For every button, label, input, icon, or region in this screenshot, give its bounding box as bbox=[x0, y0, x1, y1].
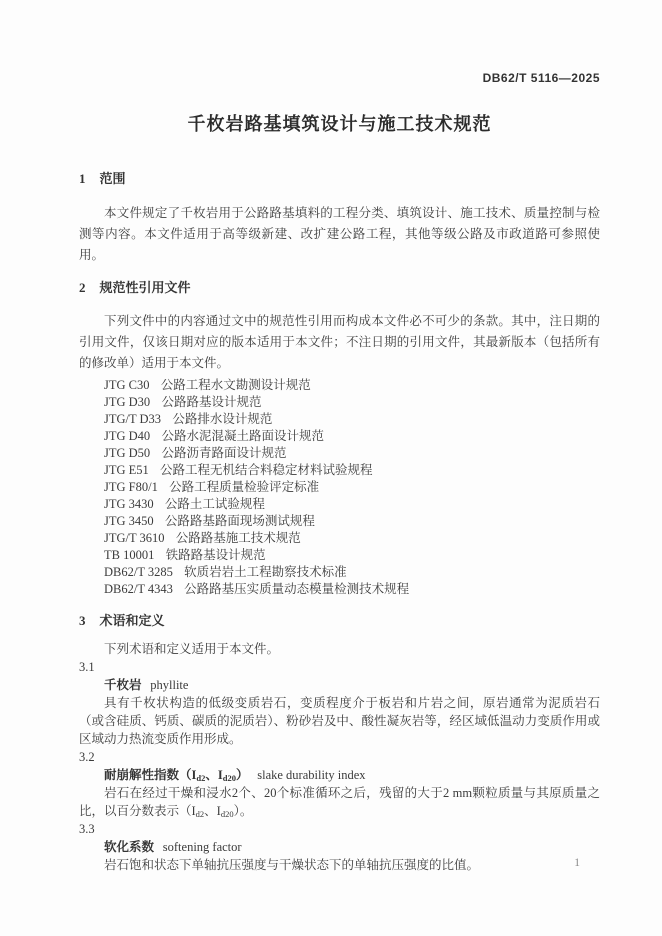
reference-item bbox=[104, 462, 600, 479]
reference-code: JTG D40 bbox=[104, 429, 151, 443]
reference-code: JTG 3450 bbox=[104, 514, 154, 528]
section-2-paragraph: 下列文件中的内容通过文中的规范性引用而构成本文件必不可少的条款。其中，注日期的引用文件，仅该日期对应的版本适用于本文件；不注日期的引用文件，其最新版本（包括所有的修改单）适用于本文件。 bbox=[79, 314, 600, 370]
document-title: 千枚岩路基填筑设计与施工技术规范 bbox=[187, 114, 492, 134]
reference-title: 公路路基设计规范 bbox=[161, 395, 262, 409]
section-3-title: 术语和定义 bbox=[99, 613, 165, 628]
reference-code: JTG D30 bbox=[104, 395, 151, 409]
reference-code: JTG D50 bbox=[104, 446, 151, 460]
reference-code: DB62/T 3285 bbox=[104, 565, 173, 579]
reference-code: JTG C30 bbox=[104, 378, 150, 392]
reference-item bbox=[104, 411, 600, 428]
reference-title: 公路路基施工技术规范 bbox=[175, 531, 301, 545]
reference-item bbox=[104, 377, 600, 394]
term-3-zh: 软化系数 bbox=[104, 840, 155, 854]
term-2-number: 3.2 bbox=[79, 750, 95, 764]
reference-code: JTG F80/1 bbox=[104, 480, 158, 494]
section-1-paragraph: 本文件规定了千枚岩用于公路路基填料的工程分类、填筑设计、施工技术、质量控制与检测等内容。本文件适用于高等级新建、改扩建公路工程，其他等级公路及市政道路可参照使用。 bbox=[79, 206, 600, 262]
reference-item bbox=[104, 547, 600, 564]
reference-item bbox=[104, 428, 600, 445]
subscript: d20 bbox=[220, 809, 234, 819]
reference-title: 公路水泥混凝土路面设计规范 bbox=[161, 429, 324, 443]
term-3-definition: 岩石饱和状态下单轴抗压强度与干燥状态下的单轴抗压强度的比值。 bbox=[104, 858, 480, 872]
header-row bbox=[79, 70, 600, 86]
standard-code: DB62/T 5116—2025 bbox=[482, 71, 600, 85]
subscript: d2 bbox=[195, 809, 205, 819]
term-1-zh: 千枚岩 bbox=[104, 678, 142, 692]
section-3-number: 3 bbox=[79, 613, 86, 628]
term-3-number: 3.3 bbox=[79, 822, 95, 836]
reference-code: JTG/T D33 bbox=[104, 412, 162, 426]
term-1-number: 3.1 bbox=[79, 660, 95, 674]
reference-title: 公路路基压实质量动态模量检测技术规程 bbox=[184, 582, 410, 596]
reference-title: 公路土工试验规程 bbox=[164, 497, 265, 511]
reference-code: JTG E51 bbox=[104, 463, 149, 477]
reference-title: 公路工程无机结合料稳定材料试验规程 bbox=[160, 463, 373, 477]
reference-title: 公路路基路面现场测试规程 bbox=[164, 514, 315, 528]
reference-list bbox=[79, 377, 600, 598]
reference-code: JTG 3430 bbox=[104, 497, 154, 511]
section-2-number: 2 bbox=[79, 280, 86, 295]
reference-title: 公路工程水文勘测设计规范 bbox=[160, 378, 311, 392]
reference-item bbox=[104, 513, 600, 530]
term-2-line bbox=[79, 766, 600, 784]
reference-title: 公路工程质量检验评定标准 bbox=[169, 480, 320, 494]
term-1-line bbox=[79, 676, 600, 694]
reference-title: 软质岩岩土工程勘察技术标准 bbox=[184, 565, 347, 579]
reference-code: DB62/T 4343 bbox=[104, 582, 173, 596]
section-2-title: 规范性引用文件 bbox=[99, 280, 191, 295]
term-3-en: softening factor bbox=[162, 840, 242, 854]
term-1-en: phyllite bbox=[150, 678, 189, 692]
term-2-zh: 耐崩解性指数（$I_{d2}$、$I_{d20}$） bbox=[104, 768, 249, 783]
term-2-en: slake durability index bbox=[257, 768, 366, 782]
section-2-heading bbox=[79, 279, 600, 296]
terms-intro: 下列术语和定义适用于本文件。 bbox=[104, 642, 280, 656]
section-1-number: 1 bbox=[79, 171, 86, 186]
subscript: d20 bbox=[222, 773, 236, 783]
term-2-definition: 岩石在经过干燥和浸水2个、20个标准循环之后，残留的大于2 mm颗粒质量与其原质量之比，以百分数表示（$I_{d2}$、$I_{d20}$）。 bbox=[79, 786, 600, 819]
term-3-line bbox=[79, 838, 600, 856]
section-1-title: 范围 bbox=[99, 171, 126, 186]
page-number: 1 bbox=[574, 857, 580, 869]
reference-code: TB 10001 bbox=[104, 548, 155, 562]
section-3-heading bbox=[79, 612, 600, 629]
reference-item bbox=[104, 530, 600, 547]
reference-item bbox=[104, 496, 600, 513]
reference-item bbox=[104, 479, 600, 496]
term-1-definition: 具有千枚状构造的低级变质岩石，变质程度介于板岩和片岩之间，原岩通常为泥质岩石（或含硅质、钙质、碳质的泥质岩）、粉砂岩及中、酸性凝灰岩等，经区域低温动力变质作用或区域动力热流变质作用形成。 bbox=[79, 696, 600, 746]
reference-item bbox=[104, 445, 600, 462]
reference-code: JTG/T 3610 bbox=[104, 531, 165, 545]
reference-title: 铁路路基设计规范 bbox=[165, 548, 266, 562]
reference-title: 公路排水设计规范 bbox=[172, 412, 273, 426]
reference-title: 公路沥青路面设计规范 bbox=[161, 446, 287, 460]
subscript: d2 bbox=[196, 773, 206, 783]
reference-item bbox=[104, 394, 600, 411]
reference-item bbox=[104, 564, 600, 581]
reference-item bbox=[104, 581, 600, 598]
terms-block bbox=[79, 640, 600, 874]
section-1-heading bbox=[79, 170, 600, 187]
